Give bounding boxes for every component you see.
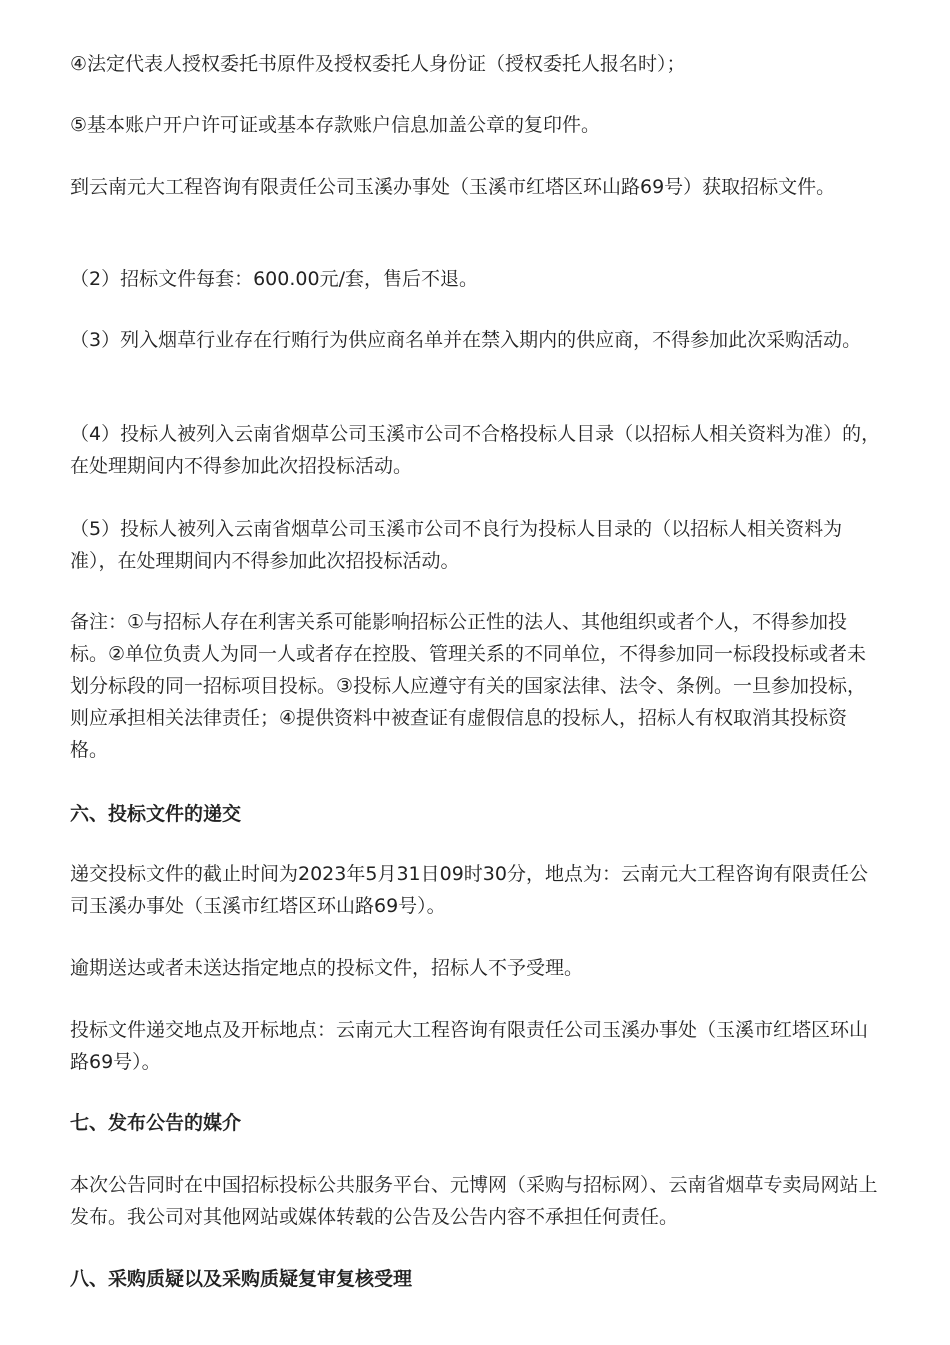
section-heading-8: 八、采购质疑以及采购质疑复审复核受理 [70,1268,413,1290]
paragraph-submission-deadline: 递交投标文件的截止时间为2023年5月31日09时30分，地点为：云南元大工程咨询有限责任公司玉溪办事处（玉溪市红塔区环山路69号）。 [70,863,868,917]
section-heading-6: 六、投标文件的递交 [70,803,242,825]
paragraph-bad-behavior-list: （5）投标人被列入云南省烟草公司玉溪市公司不良行为投标人目录的（以招标人相关资料为准），在处理期间内不得参加此次招投标活动。 [70,518,843,572]
paragraph-remarks: 备注：①与招标人存在利害关系可能影响招标公正性的法人、其他组织或者个人，不得参加投标。②单位负责人为同一人或者存在控股、管理关系的不同单位，不得参加同一标段投标或者未划分标段的同一招标项目投标。③投标人应遵守有关的国家法律、法令、条例。一旦参加投标，则应承担相关法律责任；④提供资料中被查证有虚假信息的投标人，招标人有权取消其投标资格。 [70,611,867,761]
paragraph-bribery-list: （3）列入烟草行业存在行贿行为供应商名单并在禁入期内的供应商，不得参加此次采购活动。 [70,329,862,351]
paragraph-submission-location: 投标文件递交地点及开标地点：云南元大工程咨询有限责任公司玉溪办事处（玉溪市红塔区环山路69号）。 [70,1019,869,1073]
section-heading-7: 七、发布公告的媒介 [70,1112,242,1134]
paragraph-unqualified-list: （4）投标人被列入云南省烟草公司玉溪市公司不合格投标人目录（以招标人相关资料为准）的，在处理期间内不得参加此次招投标活动。 [70,423,881,477]
paragraph-authorization: ④法定代表人授权委托书原件及授权委托人身份证（授权委托人报名时）； [70,53,686,75]
paragraph-bank-account: ⑤基本账户开户许可证或基本存款账户信息加盖公章的复印件。 [70,114,601,136]
paragraph-late-submission: 逾期送达或者未送达指定地点的投标文件，招标人不予受理。 [70,957,584,979]
paragraph-obtain-documents: 到云南元大工程咨询有限责任公司玉溪办事处（玉溪市红塔区环山路69号）获取招标文件。 [70,176,836,198]
paragraph-document-price: （2）招标文件每套：600.00元/套，售后不退。 [70,268,478,290]
paragraph-publication-media: 本次公告同时在中国招标投标公共服务平台、元博网（采购与招标网）、云南省烟草专卖局网站上发布。我公司对其他网站或媒体转载的公告及公告内容不承担任何责任。 [70,1174,878,1228]
